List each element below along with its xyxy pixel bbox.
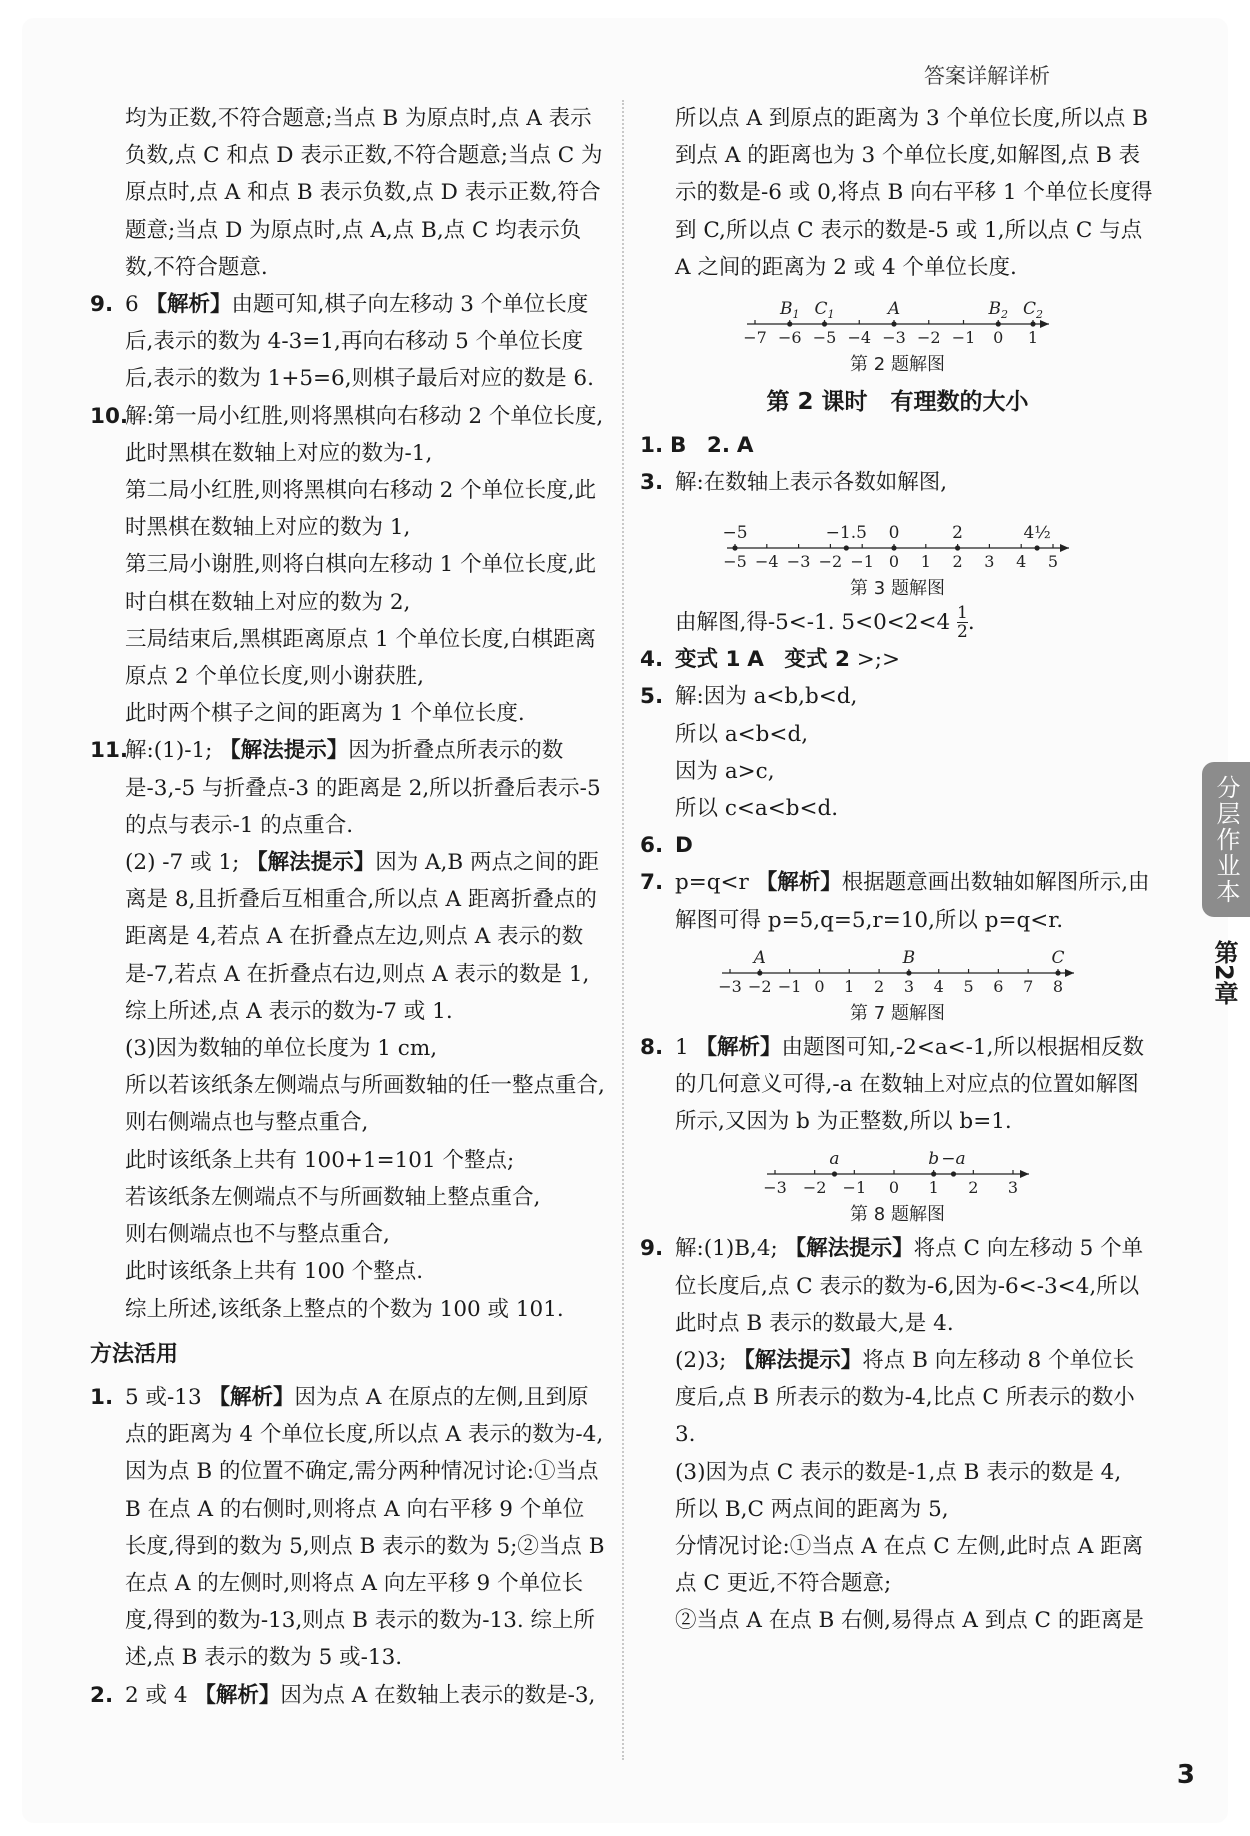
number-line-fig3 <box>713 506 1083 576</box>
point-label: 2 <box>951 522 963 543</box>
tick-label: 8 <box>1052 976 1063 996</box>
point-dot <box>906 970 911 975</box>
point-dot <box>821 321 826 326</box>
point-dot <box>1055 970 1060 975</box>
tick-label: −3 <box>717 976 742 996</box>
tick-label: 2 <box>873 976 884 996</box>
point-dot <box>757 970 762 975</box>
analysis-tag: 【解析】 <box>145 292 232 318</box>
point-label: A <box>887 299 900 320</box>
figure-2 <box>640 290 1155 378</box>
page-number: 3 <box>1176 1760 1195 1790</box>
left-column <box>90 100 605 1714</box>
number-line-fig2 <box>733 290 1063 352</box>
continued-text: 所以点 A 到原点的距离为 3 个单位长度,所以点 B 到点 A 的距离也为 3 个单位长度,如解图,点 B 表示的数是-6 或 0,将点 B 向右平移 1 个单位长度得到 C,所以点 C 表示的数是-5 或 1,所以点 C 与点 A 之间的距离为 2 或 4 个单位长度. <box>675 106 1153 280</box>
tick-label: 6 <box>992 976 1003 996</box>
point-dot <box>955 545 960 550</box>
questions-1-2: 1. B 2. A <box>640 433 754 459</box>
question-7: 7. p=q<r 【解析】根据题意画出数轴如解图所示,由解图可得 p=5,q=5,r=10,所以 p=q<r. <box>640 870 1150 933</box>
point-label: $C_2$ <box>1022 299 1043 322</box>
point-label: 0 <box>888 522 899 543</box>
tick-label: 1 <box>1027 328 1038 348</box>
tick-label: 7 <box>1022 976 1033 996</box>
tick-label: −6 <box>777 328 802 348</box>
tick-label: −5 <box>722 551 747 571</box>
tick-label: −2 <box>818 551 842 571</box>
point-dot <box>787 321 792 326</box>
tick-label: −2 <box>802 1178 826 1198</box>
point-dot <box>931 1172 936 1177</box>
tick-label: 3 <box>983 551 994 571</box>
side-tab: 分层作业本 <box>1202 762 1250 917</box>
tick-label: 4 <box>933 976 944 996</box>
fraction: $\frac{1}{2}$ <box>957 603 968 643</box>
axis-arrow <box>1020 1170 1029 1178</box>
tick-label: −3 <box>881 328 906 348</box>
tick-label: 3 <box>903 976 914 996</box>
tick-label: −5 <box>812 328 836 348</box>
tick-label: 2 <box>967 1178 978 1198</box>
axis-arrow <box>1065 969 1074 977</box>
tick-label: −3 <box>762 1178 787 1198</box>
question-8: 8. 1 【解析】由题图可知,-2<a<-1,所以根据相反数的几何意义可得,-a 在数轴上对应点的位置如解图所示,又因为 b 为正整数,所以 b=1. <box>640 1034 1144 1135</box>
tick-label: 2 <box>952 551 963 571</box>
point-dot <box>891 545 896 550</box>
header-title: 答案详解详析 <box>924 64 1050 88</box>
tick-label: −4 <box>846 328 871 348</box>
tick-label: −7 <box>742 328 767 348</box>
point-label: −a <box>940 1149 966 1170</box>
point-label: A <box>753 947 766 968</box>
question-6: 6. D <box>640 833 693 859</box>
tick-label: 4 <box>1015 551 1026 571</box>
part-2: (2) -7 或 1; 【解法提示】因为 A,B 两点之间的距离是 8,且折叠后互相重合,所以点 A 距离折叠点的距离是 4,若点 A 在折叠点左边,则点 A 表示的数是-7,若点 A 在折叠点右边,则点 A 表示的数是 1,综上所述,点 A 表示的数为-7 或 1. <box>125 850 600 1024</box>
figure-caption: 第 7 题解图 <box>850 1002 945 1024</box>
q3-conclusion: 由解图,得-5<-1. 5<0<2<4 $\frac{1}{2}$ . <box>675 603 975 643</box>
point-dot <box>891 321 896 326</box>
point-label: −1.5 <box>825 522 867 543</box>
question-9-right: 9. 解:(1)B,4; 【解法提示】将点 C 向左移动 5 个单位长度后,点 C 表示的数为-6,因为-6<-3<4,所以此时点 B 表示的数最大,是 4. (2)3; 【解法提示】将点 B 向左移动 8 个单位长度后,点 B 所表示的数为-4,比点 C 所表示的数小 3. (3)因为点 C 表示的数是-1,点 B 表示的数是 4, 所以 B,C 两点间的距离为 5, 分情况讨论:①当点 A 在点 C 左侧,此时点 A 距离点 C 更近,不符合题意; ②当点 A 在点 B 右侧,易得点 A 到点 C 的距离是 <box>640 1236 1144 1634</box>
right-column <box>640 100 1155 1640</box>
question-3: 3. 解:在数轴上表示各数如解图, <box>640 470 948 496</box>
tick-label: −1 <box>951 328 975 348</box>
number-line-fig7 <box>708 943 1088 1001</box>
point-label: $B_2$ <box>988 299 1008 322</box>
question-5: 5. 解:因为 a<b,b<d, 所以 a<b<d, 因为 a>c, 所以 c<a<b<d. <box>640 684 858 821</box>
point-dot <box>732 545 737 550</box>
section-title: 方法活用 <box>90 1341 179 1367</box>
tick-label: 1 <box>920 551 931 571</box>
figure-caption: 第 8 题解图 <box>850 1204 945 1226</box>
tick-label: 0 <box>888 551 899 571</box>
point-dot <box>831 1172 836 1177</box>
question-11: 11. 解:(1)-1; 【解法提示】因为折叠点所表示的数是-3,-5 与折叠点-3 的距离是 2,所以折叠后表示-5 的点与表示-1 的点重合. (2) -7 或 1; 【解法提示】因为 A,B 两点之间的距离是 8,且折叠后互相重合,所以点 A 距离折叠点的距离是 4,若点 A 在折叠点左边,则点 A 表示的数是-7,若点 A 在折叠点右边,则点 A 表示的数是 1,综上所述,点 A 表示的数为-7 或 1. (3)因为数轴的单位长度为 1 cm, 所以若该纸条左侧端点与所画数轴的任一整点重合, 则右侧端点也与整点重合, 此时该纸条上共有 100+1=101 个整点; 若该纸条左侧端点不与所画数轴上整点重合, 则右侧端点也不与整点重合, 此时该纸条上共有 100 个整点. 综上所述,该纸条上整点的个数为 100 或 101. <box>90 738 605 1322</box>
intro-text: 均为正数,不符合题意;当点 B 为原点时,点 A 表示负数,点 C 和点 D 表示正数,不符合题意;当点 C 为原点时,点 A 和点 B 表示负数,点 D 表示正数,符合题意;当点 D 为原点时,点 A,点 B,点 C 均表示负数,不符合题意. <box>125 106 603 280</box>
question-9: 9. 6 【解析】由题可知,棋子向左移动 3 个单位长度后,表示的数为 4-3=1,再向右移动 5 个单位长度后,表示的数为 1+5=6,则棋子最后对应的数是 6. <box>90 292 594 392</box>
tick-label: −2 <box>747 976 772 996</box>
axis-arrow <box>1040 320 1049 328</box>
point-label: b <box>927 1149 939 1170</box>
point-dot <box>950 1172 955 1177</box>
tick-label: −1 <box>842 1178 866 1198</box>
tick-label: 0 <box>888 1178 899 1198</box>
lesson-title: 第 2 课时 有理数的大小 <box>766 389 1029 416</box>
tick-label: 0 <box>813 976 825 996</box>
tick-label: 5 <box>1047 551 1058 571</box>
method-question-1: 1. 5 或-13 【解析】因为点 A 在原点的左侧,且到原点的距离为 4 个单位长度,所以点 A 表示的数为-4,因为点 B 的位置不确定,需分两种情况讨论:①当点 B 在点 A 的右侧时,则将点 A 向右平移 9 个单位长度,得到的数为 5,则点 B 表示的数为 5;②当点 B 在点 A 的左侧时,则将点 A 向左平移 9 个单位长度,得到的数为-13,则点 B 表示的数为-13. 综上所述,点 B 表示的数为 5 或-13. <box>90 1384 605 1671</box>
column-divider <box>622 100 624 1760</box>
point-dot <box>843 545 848 550</box>
tick-label: −2 <box>916 328 941 348</box>
figure-caption: 第 2 题解图 <box>850 354 945 376</box>
question-10: 10. 解:第一局小红胜,则将黑棋向右移动 2 个单位长度,此时黑棋在数轴上对应的数为-1, 第二局小红胜,则将黑棋向右移动 2 个单位长度,此时黑棋在数轴上对应的数为 1, 第三局小谢胜,则将白棋向左移动 1 个单位长度,此时白棋在数轴上对应的数为 2, 三局结束后,黑棋距离原点 1 个单位长度,白棋距离原点 2 个单位长度,则小谢获胜, 此时两个棋子之间的距离为 1 个单位长度. <box>90 403 604 727</box>
chapter-label: 第2章 <box>1210 940 1238 1005</box>
figure-3 <box>640 506 1155 602</box>
point-label: $C_1$ <box>813 299 835 322</box>
point-dot <box>995 321 1000 326</box>
axis-arrow <box>1060 544 1069 552</box>
tick-label: 5 <box>962 976 974 996</box>
point-label: 4½ <box>1022 522 1051 543</box>
point-label: −5 <box>721 522 748 543</box>
point-label: B <box>902 947 915 968</box>
tick-label: 3 <box>1007 1178 1018 1198</box>
point-label: $B_1$ <box>779 299 799 322</box>
question-4: 4. 变式 1 A 变式 2 >;> <box>640 647 901 673</box>
tick-label: −4 <box>754 551 779 571</box>
analysis-text: 由题可知,棋子向左移动 3 个单位长度后,表示的数为 4-3=1,再向右移动 5 个单位长度后,表示的数为 1+5=6,则棋子最后对应的数是 6. <box>125 292 594 392</box>
tick-label: 1 <box>843 976 854 996</box>
point-dot <box>1034 545 1039 550</box>
answer: 6 <box>125 292 139 318</box>
number-line-fig8 <box>753 1144 1043 1202</box>
figure-caption: 第 3 题解图 <box>850 577 945 599</box>
tick-label: −3 <box>786 551 810 571</box>
point-label: a <box>828 1149 840 1170</box>
tick-label: 1 <box>928 1178 939 1198</box>
tick-label: −1 <box>777 976 801 996</box>
tick-label: −1 <box>849 551 874 571</box>
point-dot <box>1030 321 1035 326</box>
point-label: C <box>1050 947 1065 968</box>
figure-7 <box>640 943 1155 1027</box>
tick-label: 0 <box>992 328 1003 348</box>
method-question-2: 2. 2 或 4 【解析】因为点 A 在数轴上表示的数是-3, <box>90 1682 596 1708</box>
figure-8 <box>640 1144 1155 1228</box>
